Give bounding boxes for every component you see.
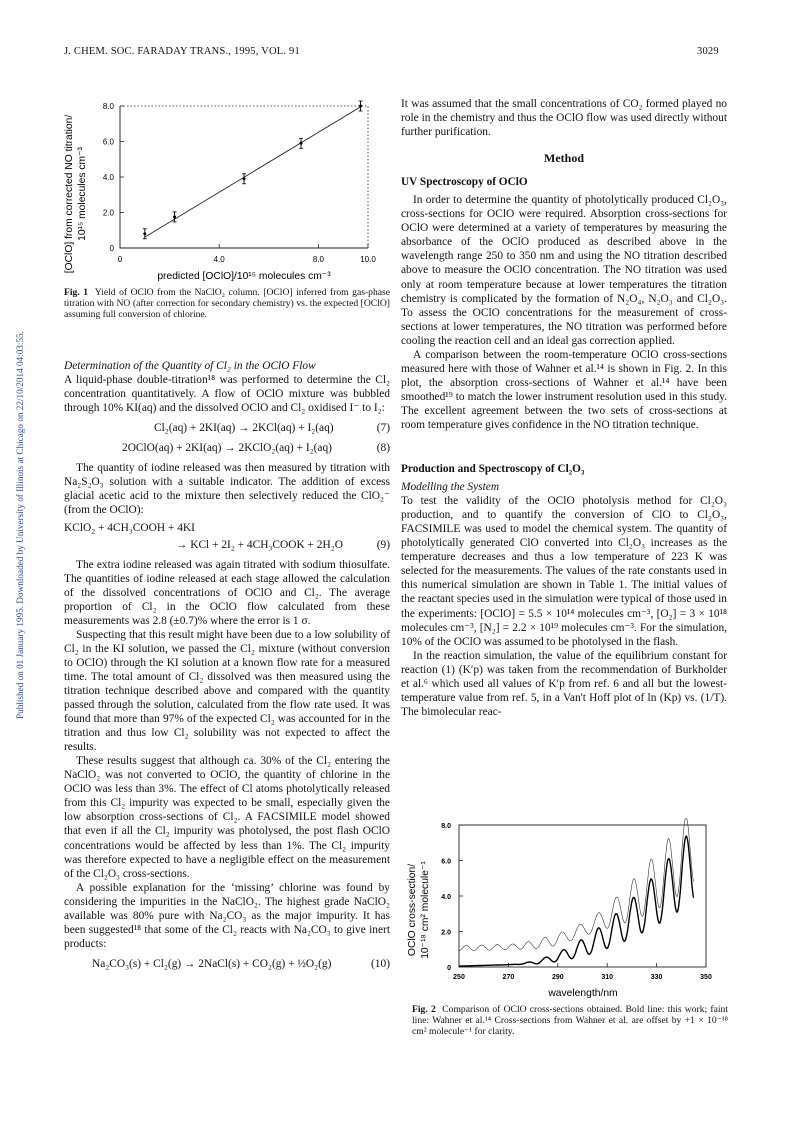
paragraph: These results suggest that although ca. 30% of the Cl₂ entering the NaClO₂ was not converted to OClO, the quantity of chlorine in the OClO was less than 3%. The effect of Cl atoms photolytically released from this Cl₂ impurity was expected to be small, especially given the low absorption cross-sections of Cl₂. A FACSIMILE model showed that even if all the Cl₂ impurity was photolysed, the post flash OClO concentrations would be affected by less than 1%. The Cl₂ impurity was therefore expected to have a negligible effect on the measurement of the Cl₂O₃ cross-sections. [64,755,390,880]
heading-production: Production and Spectroscopy of Cl₂O₃ [401,463,585,476]
paragraph: A liquid-phase double-titration¹⁸ was performed to determine the Cl₂ concentration quantitatively. A flow of OClO mixture was bubbled through 10% KI(aq) and the dissolved OClO and Cl₂ oxidised I⁻ to I₂: [64,374,390,415]
fig1-ytick-label: 0 [109,244,114,253]
paragraph: A comparison between the room-temperature OClO cross-sections measured here with those of Wahner et al.¹⁴ is shown in Fig. 2. In this plot, the absorption cross-sections of Wahner et al.¹⁴ have been smoothed¹⁹ to match the lower instrument resolution used in this study. The excellent agreement between the two sets of cross-sections at room temperature gives confidence in the NO titration technique. [401,348,727,431]
paragraph: It was assumed that the small concentrations of CO₂ formed played no role in the chemistry and thus the OClO flow was used directly without further purification. [401,98,727,139]
fig1-caption-label: Fig. 1 [64,287,89,298]
fig2-caption-label: Fig. 2 [412,1004,436,1015]
equation-7: Cl₂(aq) + 2KI(aq) → 2KCl(aq) + I₂(aq) (7) [154,422,390,435]
paragraph: A possible explanation for the ‘missing’ chlorine was found by considering the impurities in the NaClO₂. The highest grade NaClO₂ available was 80% pure with Na₂CO₃ as the major impurity. It has been suggested¹⁸ that some of the Cl₂ reacts with Na₂CO₃ to give inert products: [64,881,390,950]
fig1-data-point [359,105,362,108]
fig1-ylabel-2: 10¹⁵ molecules cm⁻³ [77,147,88,241]
paragraph: In order to determine the quantity of photolytically produced Cl₂O₃, cross-sections for OClO were required. Absorption cross-sections for OClO were determined at a variety of temperatures by measuring the absorbance of the OClO produced as described above in the wavelength range 250 to 350 nm and using the NO titration described above to measure the OClO concentration. The NO titration was used only at room temperature because at lower temperatures the titration chemistry is complicated by the formation of N₂O₄, N₂O₃ and Cl₂O₃. To assess the OClO concentrations for the measurement of cross-sections at lower temperatures, the NO titration was performed before cooling the reaction cell and an ideal gas correction applied. [401,194,727,347]
fig1-ytick-label: 8.0 [102,102,114,111]
fig2-caption-text: Comparison of OClO cross-sections obtained. Bold line: this work; faint line: Wahner et al.¹⁴ Cross-sections from Wahner et al. are offset by +1 × 10⁻¹⁸ cm² molecule⁻¹ for clarity. [412,1004,729,1038]
fig2-ytick-label: 6.0 [441,858,451,866]
heading-uv-spectroscopy: UV Spectroscopy of OClO [401,176,528,189]
fig1-ylabel-1: [OClO] from corrected NO titration/ [64,114,75,274]
fig2-xtick-label: 290 [551,974,564,981]
fig2-ytick-label: 2.0 [441,929,451,937]
fig1-xtick-label: 8.0 [312,255,324,264]
running-header: J. CHEM. SOC. FARADAY TRANS., 1995, VOL. 91 [64,46,300,57]
fig1-fit-line [145,106,362,237]
fig1-data-point [143,232,146,235]
fig1-ytick-label: 4.0 [102,173,114,182]
equation-10: Na₂CO₃(s) + Cl₂(g) → 2NaCl(s) + CO₂(g) + ½O₂(g) (10) [92,957,390,970]
right-column [401,97,727,719]
figure-1-plot [62,92,382,284]
fig2-xtick-label: 270 [502,974,515,981]
fig2-xtick-label: 310 [601,974,614,981]
figure-1-caption [64,287,390,321]
fig2-wahner-series-line [459,818,694,951]
fig1-data-point [243,177,246,180]
left-column [64,359,390,977]
fig1-data-point [173,215,176,218]
fig2-xtick-label: 330 [650,974,663,981]
equation-9: KClO₂ + 4CH₃COOH + 4KI → KCl + 2I₂ + 4CH₃COOK + 2H₂O (9) [64,522,390,551]
fig1-xtick-label: 4.0 [213,255,225,264]
equation-8: 2OClO(aq) + 2KI(aq) → 2KClO₂(aq) + I₂(aq) (8) [122,442,390,455]
fig1-ytick-label: 6.0 [102,137,114,147]
fig2-xlabel: wavelength/nm [548,988,618,999]
figure-2-caption [412,1004,728,1038]
paragraph: Suspecting that this result might have been due to a low solubility of Cl₂ in the KI solution, we passed the Cl₂ mixture (without conversion to OClO) through the KI solution at a known flow rate for a measured time. The total amount of Cl₂ dissolved was then measured using the titration technique described above and compared with the quantity passed through the solution, calculated from the flow rate used. It was found that more than 97% of the expected Cl₂ was accounted for in the titration and thus low Cl₂ solubility was not expected to affect the results. [64,628,390,754]
fig1-ytick-label: 2.0 [102,208,114,218]
heading-modelling: Modelling the System [401,481,500,494]
fig1-xtick-label: 10.0 [360,255,376,264]
paragraph: In the reaction simulation, the value of the equilibrium constant for reaction (1) (K′p) was taken from the recommendation of Burkholder et al.⁶ which used all values of K′p from ref. 6 and all but the lowest-temperature value from ref. 5, in a Van't Hoff plot of ln (Kp) vs. (1/T). The bimolecular reac- [401,649,727,718]
fig2-ytick-label: 4.0 [441,894,451,901]
fig1-data-point [300,142,303,145]
fig2-ylabel-1: OClO cross-section/ [407,863,418,957]
paragraph: The quantity of iodine released was then measured by titration with Na₂S₂O₃ solution with a suitable indicator. The addition of excess glacial acetic acid to the mixture then selectively reduced the ClO₂⁻ (from the OClO): [64,462,390,517]
page-number: 3029 [697,46,719,57]
fig2-frame [459,825,706,967]
fig2-ytick-label: 0 [447,965,451,972]
heading-method: Method [544,151,584,166]
download-watermark: Published on 01 January 1995. Downloaded by University of Illinois at Chicago on 22/10/2014 04:03:55. [15,331,25,719]
paragraph: To test the validity of the OClO photolysis method for Cl₂O₃ production, and to quantify the conversion of ClO to Cl₂O₃, FACSIMILE was used to model the chemical system. The quantity of photolytically generated ClO converted into Cl₂O₃ increases as the temperature decreases and thus a low temperature of 223 K was selected for the measurements. The values of the rate constants used in this numerical simulation are shown in Table 1. The initial values of the reactant species used in the simulation were typical of those used in the experiments: [OClO] = 5.5 × 10¹⁴ molecules cm⁻³, [O₂] = 3 × 10¹⁸ molecules cm⁻³, [N₂] = 2.2 × 10¹⁹ molecules cm⁻³. For the simulation, 10% of the OClO was assumed to be photolysed in the flash. [401,495,727,648]
fig1-caption-text: Yield of OClO from the NaClO₂ column. [OClO] inferred from gas-phase titration with NO (after correction for secondary chemistry) vs. the expected [OClO] assuming full conversion of chlorine. [64,287,390,321]
fig1-xtick-label: 0 [117,255,123,264]
paragraph: The extra iodine released was again titrated with sodium thiosulfate. The quantities of iodine released at each stage allowed the calculation of the dissolved concentrations of OClO and Cl₂. The average proportion of Cl₂ in the OClO flow calculated from these measurements was 2.8 (±0.7)% where the error is 1 σ. [64,558,390,627]
fig2-ytick-label: 8.0 [441,823,451,830]
figure-2-plot [401,818,731,1000]
fig2-ylabel-2: 10⁻¹⁸ cm² molecule⁻¹ [420,861,431,959]
fig2-xtick-label: 250 [453,974,465,981]
section-title-cl2: Determination of the Quantity of Cl₂ in the OClO Flow [64,360,316,372]
fig1-xlabel: predicted [OClO]/10¹⁵ molecules cm⁻³ [157,271,331,282]
fig2-xtick-label: 350 [700,974,712,981]
